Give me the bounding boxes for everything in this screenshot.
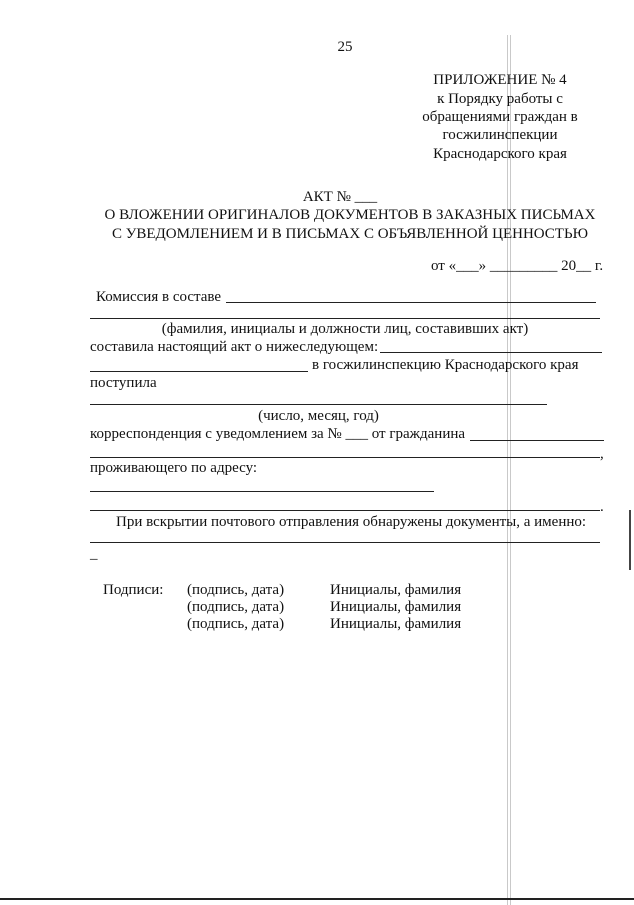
appendix-title: ПРИЛОЖЕНИЕ № 4 bbox=[433, 72, 567, 88]
scan-fold-line bbox=[507, 35, 508, 905]
act-heading: О ВЛОЖЕНИИ ОРИГИНАЛОВ ДОКУМЕНТОВ В ЗАКАЗНЫХ ПИСЬМАХ bbox=[104, 207, 596, 223]
documents-field[interactable] bbox=[90, 542, 600, 543]
period: . bbox=[600, 499, 604, 515]
signature-hint: (подпись, дата) bbox=[187, 616, 285, 632]
appendix-line: Краснодарского края bbox=[433, 146, 567, 162]
commission-hint: (фамилия, инициалы и должности лиц, составивших акт) bbox=[161, 321, 529, 337]
opening-text: При вскрытии почтового отправления обнаружены документы, а именно: bbox=[116, 514, 587, 530]
signature-hint: (подпись, дата) bbox=[187, 582, 285, 598]
signatures-label: Подписи: bbox=[103, 582, 164, 598]
commission-field-line2[interactable] bbox=[90, 318, 600, 319]
citizen-field-line2[interactable] bbox=[90, 457, 600, 458]
scan-edge-mark bbox=[629, 510, 631, 570]
appendix-line: госжилинспекции bbox=[442, 127, 558, 143]
act-number: АКТ № ___ bbox=[302, 189, 378, 205]
address-field-line2[interactable] bbox=[90, 510, 600, 511]
received-label: поступила bbox=[90, 375, 157, 391]
agency-text: в госжилинспекцию Краснодарского края bbox=[312, 357, 579, 373]
correspondence-label: корреспонденция с уведомлением за № ___ от гражданина bbox=[90, 426, 466, 442]
page-number: 25 bbox=[337, 39, 353, 55]
address-label: проживающего по адресу: bbox=[90, 460, 258, 476]
scan-fold-line bbox=[510, 35, 511, 905]
date-hint: (число, месяц, год) bbox=[258, 408, 379, 424]
name-hint: Инициалы, фамилия bbox=[330, 599, 462, 615]
act-heading: С УВЕДОМЛЕНИЕМ И В ПИСЬМАХ С ОБЪЯВЛЕННОЙ ЦЕННОСТЬЮ bbox=[111, 226, 588, 242]
sender-field[interactable] bbox=[90, 371, 308, 372]
name-hint: Инициалы, фамилия bbox=[330, 616, 462, 632]
appendix-line: обращениями граждан в bbox=[422, 109, 578, 125]
received-date-field[interactable] bbox=[90, 404, 547, 405]
address-field[interactable] bbox=[90, 491, 434, 492]
commission-field[interactable] bbox=[226, 302, 596, 303]
citizen-field[interactable] bbox=[470, 440, 604, 441]
act-date-line: от «___» _________ 20__ г. bbox=[431, 258, 604, 274]
page-bottom-border bbox=[0, 898, 634, 900]
comma: , bbox=[600, 446, 604, 462]
commission-label: Комиссия в составе bbox=[96, 289, 222, 305]
appendix-line: к Порядку работы с bbox=[437, 91, 563, 107]
signature-hint: (подпись, дата) bbox=[187, 599, 285, 615]
compiled-label: составила настоящий акт о нижеследующем: bbox=[90, 339, 379, 355]
compiled-field[interactable] bbox=[380, 352, 602, 353]
dash: – bbox=[90, 551, 98, 567]
name-hint: Инициалы, фамилия bbox=[330, 582, 462, 598]
